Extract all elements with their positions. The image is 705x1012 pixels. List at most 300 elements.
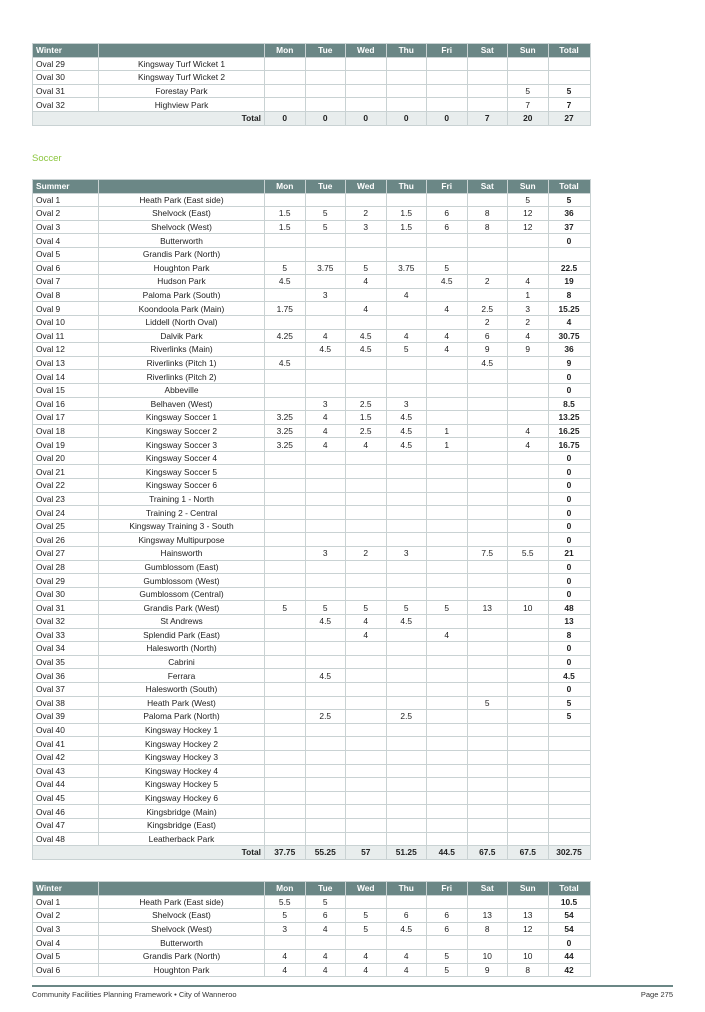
cell-value — [508, 397, 549, 411]
cell-total — [548, 832, 590, 846]
cell-value: 4 — [427, 329, 468, 343]
cell-venue: Gumblossom (Central) — [99, 587, 265, 601]
cell-value — [508, 682, 549, 696]
cell-value: 4.5 — [386, 615, 427, 629]
cell-value — [346, 832, 387, 846]
cell-value — [508, 737, 549, 751]
cell-oval: Oval 30 — [33, 587, 99, 601]
cell-value — [427, 356, 468, 370]
cell-value: 5 — [346, 909, 387, 923]
table-row — [33, 220, 591, 234]
cell-venue: Kingsway Hockey 4 — [99, 764, 265, 778]
cell-total: 36 — [548, 343, 590, 357]
cell-value — [386, 805, 427, 819]
cell-value: 3 — [305, 397, 346, 411]
cell-value: 5 — [305, 895, 346, 909]
cell-value — [386, 479, 427, 493]
table-row — [33, 302, 591, 316]
cell-value — [305, 247, 346, 261]
cell-oval: Oval 31 — [33, 601, 99, 615]
table-row — [33, 669, 591, 683]
cell-value: 5 — [265, 909, 306, 923]
cell-value — [467, 397, 508, 411]
cell-value — [265, 696, 306, 710]
cell-value: 4 — [386, 288, 427, 302]
cell-total — [548, 247, 590, 261]
table-row — [33, 778, 591, 792]
cell-oval: Oval 15 — [33, 383, 99, 397]
column-header-sun: Sun — [508, 882, 549, 896]
cell-value — [467, 288, 508, 302]
cell-value: 2 — [346, 547, 387, 561]
cell-value — [467, 57, 508, 71]
cell-value — [508, 533, 549, 547]
cell-venue: Grandis Park (West) — [99, 601, 265, 615]
cell-oval: Oval 47 — [33, 818, 99, 832]
cell-value — [265, 615, 306, 629]
cell-value: 1.5 — [265, 207, 306, 221]
column-header-wed: Wed — [346, 882, 387, 896]
column-header-sun: Sun — [508, 180, 549, 194]
cell-total: 0 — [548, 506, 590, 520]
cell-value — [467, 818, 508, 832]
total-label: Total — [33, 111, 265, 125]
cell-value: 5 — [305, 601, 346, 615]
cell-value — [265, 791, 306, 805]
total-value: 0 — [346, 111, 387, 125]
table-row — [33, 71, 591, 85]
winter-usage-table-top — [32, 43, 591, 126]
cell-value — [467, 628, 508, 642]
cell-venue: Shelvock (East) — [99, 909, 265, 923]
cell-value — [386, 587, 427, 601]
cell-value — [346, 383, 387, 397]
cell-oval: Oval 5 — [33, 949, 99, 963]
cell-value — [305, 370, 346, 384]
cell-value — [467, 193, 508, 207]
cell-oval: Oval 39 — [33, 710, 99, 724]
cell-oval: Oval 1 — [33, 895, 99, 909]
cell-value — [427, 193, 468, 207]
cell-venue: Highview Park — [99, 98, 265, 112]
cell-value — [427, 560, 468, 574]
cell-venue: Kingsway Hockey 6 — [99, 791, 265, 805]
cell-value — [346, 574, 387, 588]
cell-venue: Ferrara — [99, 669, 265, 683]
cell-oval: Oval 3 — [33, 922, 99, 936]
cell-value: 4.5 — [386, 411, 427, 425]
cell-oval: Oval 17 — [33, 411, 99, 425]
cell-value — [386, 519, 427, 533]
cell-value — [346, 234, 387, 248]
cell-value: 10 — [508, 601, 549, 615]
cell-value — [305, 275, 346, 289]
cell-value — [508, 642, 549, 656]
cell-value — [305, 818, 346, 832]
cell-value — [265, 750, 306, 764]
cell-value — [265, 710, 306, 724]
cell-value — [305, 696, 346, 710]
table-row — [33, 492, 591, 506]
cell-total: 54 — [548, 909, 590, 923]
cell-value: 2 — [346, 207, 387, 221]
cell-venue: Koondoola Park (Main) — [99, 302, 265, 316]
cell-oval: Oval 16 — [33, 397, 99, 411]
cell-value — [346, 642, 387, 656]
cell-oval: Oval 28 — [33, 560, 99, 574]
table-row — [33, 682, 591, 696]
cell-value — [508, 669, 549, 683]
table-row — [33, 587, 591, 601]
cell-value: 4 — [346, 628, 387, 642]
cell-value — [346, 84, 387, 98]
cell-value: 4 — [346, 438, 387, 452]
cell-oval: Oval 4 — [33, 234, 99, 248]
cell-value — [305, 57, 346, 71]
cell-value — [346, 492, 387, 506]
cell-value: 4 — [265, 963, 306, 977]
cell-total: 37 — [548, 220, 590, 234]
column-header-fri: Fri — [427, 180, 468, 194]
cell-value: 3.25 — [265, 424, 306, 438]
cell-value: 4 — [386, 963, 427, 977]
cell-value: 1 — [427, 438, 468, 452]
table-row — [33, 275, 591, 289]
cell-value — [467, 560, 508, 574]
cell-oval: Oval 6 — [33, 261, 99, 275]
cell-value — [346, 71, 387, 85]
cell-value — [427, 791, 468, 805]
cell-value: 12 — [508, 922, 549, 936]
table-row — [33, 479, 591, 493]
cell-total — [548, 818, 590, 832]
cell-venue: Belhaven (West) — [99, 397, 265, 411]
header-row — [33, 180, 591, 194]
cell-value — [467, 84, 508, 98]
table-row — [33, 628, 591, 642]
cell-value — [386, 315, 427, 329]
cell-value: 3 — [346, 220, 387, 234]
cell-value — [467, 574, 508, 588]
cell-value — [467, 234, 508, 248]
table-row — [33, 936, 591, 950]
cell-value: 5 — [305, 220, 346, 234]
cell-value — [427, 315, 468, 329]
cell-value — [305, 764, 346, 778]
column-header-fri: Fri — [427, 44, 468, 58]
cell-value: 4 — [508, 329, 549, 343]
total-label: Total — [33, 846, 265, 860]
cell-value: 4 — [305, 424, 346, 438]
cell-venue: Kingsway Multipurpose — [99, 533, 265, 547]
cell-value — [386, 302, 427, 316]
cell-value: 4 — [427, 343, 468, 357]
cell-value: 4 — [305, 329, 346, 343]
cell-value: 1.5 — [346, 411, 387, 425]
season-header: Winter — [33, 882, 99, 896]
table-row — [33, 615, 591, 629]
cell-value: 8 — [508, 963, 549, 977]
cell-value — [346, 451, 387, 465]
cell-total: 19 — [548, 275, 590, 289]
cell-value — [346, 764, 387, 778]
cell-value — [386, 383, 427, 397]
total-value: 55.25 — [305, 846, 346, 860]
total-value: 67.5 — [467, 846, 508, 860]
cell-venue: Splendid Park (East) — [99, 628, 265, 642]
cell-value — [386, 723, 427, 737]
cell-oval: Oval 19 — [33, 438, 99, 452]
cell-venue: Kingsbridge (East) — [99, 818, 265, 832]
cell-value — [346, 805, 387, 819]
cell-value — [467, 778, 508, 792]
total-value: 0 — [265, 111, 306, 125]
cell-value — [346, 506, 387, 520]
cell-value: 4 — [346, 302, 387, 316]
cell-value — [346, 370, 387, 384]
cell-oval: Oval 40 — [33, 723, 99, 737]
cell-value — [467, 737, 508, 751]
total-value: 67.5 — [508, 846, 549, 860]
cell-value — [467, 370, 508, 384]
cell-value — [467, 261, 508, 275]
cell-value — [427, 465, 468, 479]
cell-value — [265, 818, 306, 832]
cell-oval: Oval 18 — [33, 424, 99, 438]
table-row — [33, 519, 591, 533]
cell-value: 4 — [508, 275, 549, 289]
cell-total: 8.5 — [548, 397, 590, 411]
cell-venue: Kingsway Turf Wicket 1 — [99, 57, 265, 71]
cell-value — [427, 750, 468, 764]
column-header-tue: Tue — [305, 180, 346, 194]
cell-value — [265, 234, 306, 248]
cell-value — [508, 587, 549, 601]
cell-value: 4 — [427, 302, 468, 316]
cell-venue: Kingsway Soccer 5 — [99, 465, 265, 479]
cell-value — [346, 669, 387, 683]
cell-oval: Oval 45 — [33, 791, 99, 805]
cell-value — [265, 506, 306, 520]
cell-total: 8 — [548, 288, 590, 302]
cell-value — [508, 465, 549, 479]
cell-venue: Paloma Park (North) — [99, 710, 265, 724]
cell-value: 6 — [427, 909, 468, 923]
column-header-sat: Sat — [467, 44, 508, 58]
total-value: 20 — [508, 111, 549, 125]
cell-value: 2 — [508, 315, 549, 329]
cell-value — [467, 98, 508, 112]
cell-value: 13 — [467, 909, 508, 923]
table-row — [33, 764, 591, 778]
cell-oval: Oval 25 — [33, 519, 99, 533]
cell-value — [386, 574, 427, 588]
cell-value — [346, 710, 387, 724]
cell-total: 21 — [548, 547, 590, 561]
cell-value — [386, 560, 427, 574]
cell-venue: Leatherback Park — [99, 832, 265, 846]
cell-value — [508, 560, 549, 574]
cell-venue: Kingsway Soccer 1 — [99, 411, 265, 425]
table-row — [33, 234, 591, 248]
cell-value — [508, 383, 549, 397]
cell-value — [346, 519, 387, 533]
cell-venue: Liddell (North Oval) — [99, 315, 265, 329]
cell-value — [346, 723, 387, 737]
table-row — [33, 57, 591, 71]
cell-venue: Houghton Park — [99, 963, 265, 977]
cell-venue: Grandis Park (North) — [99, 949, 265, 963]
table-row — [33, 818, 591, 832]
cell-value — [467, 764, 508, 778]
cell-value — [386, 791, 427, 805]
cell-value — [508, 696, 549, 710]
cell-value — [346, 682, 387, 696]
cell-oval: Oval 9 — [33, 302, 99, 316]
table-row — [33, 895, 591, 909]
table-row — [33, 750, 591, 764]
cell-value — [305, 356, 346, 370]
cell-value: 5 — [467, 696, 508, 710]
cell-value — [427, 805, 468, 819]
cell-total: 13.25 — [548, 411, 590, 425]
cell-value — [265, 574, 306, 588]
cell-value: 4 — [305, 411, 346, 425]
cell-value — [386, 750, 427, 764]
cell-value — [305, 383, 346, 397]
cell-total: 0 — [548, 519, 590, 533]
total-value: 51.25 — [386, 846, 427, 860]
cell-value: 8 — [467, 207, 508, 221]
cell-value — [508, 764, 549, 778]
cell-value — [305, 642, 346, 656]
cell-value — [508, 247, 549, 261]
cell-total: 5 — [548, 193, 590, 207]
cell-value — [427, 696, 468, 710]
cell-value: 4 — [346, 615, 387, 629]
cell-value — [386, 193, 427, 207]
season-header: Summer — [33, 180, 99, 194]
cell-value — [386, 655, 427, 669]
cell-oval: Oval 33 — [33, 628, 99, 642]
cell-venue: Kingsway Training 3 - South — [99, 519, 265, 533]
cell-value — [386, 628, 427, 642]
cell-oval: Oval 32 — [33, 98, 99, 112]
cell-value — [467, 655, 508, 669]
cell-value — [508, 710, 549, 724]
cell-venue: Riverlinks (Pitch 1) — [99, 356, 265, 370]
cell-value: 7.5 — [467, 547, 508, 561]
cell-value: 5 — [386, 601, 427, 615]
cell-value — [467, 492, 508, 506]
cell-value — [427, 818, 468, 832]
table-row — [33, 723, 591, 737]
cell-value — [305, 84, 346, 98]
cell-value: 4.5 — [467, 356, 508, 370]
cell-value — [265, 764, 306, 778]
column-header-sun: Sun — [508, 44, 549, 58]
cell-value — [265, 492, 306, 506]
cell-value — [305, 628, 346, 642]
cell-oval: Oval 44 — [33, 778, 99, 792]
table-row — [33, 805, 591, 819]
table-row — [33, 465, 591, 479]
cell-value — [467, 710, 508, 724]
total-row — [33, 846, 591, 860]
venue-header — [99, 180, 265, 194]
cell-value — [386, 642, 427, 656]
column-header-thu: Thu — [386, 44, 427, 58]
cell-value: 3 — [386, 547, 427, 561]
cell-value — [305, 560, 346, 574]
cell-venue: Riverlinks (Pitch 2) — [99, 370, 265, 384]
cell-value: 4 — [265, 949, 306, 963]
cell-value — [467, 723, 508, 737]
cell-value: 5.5 — [265, 895, 306, 909]
cell-value — [508, 370, 549, 384]
cell-venue: Heath Park (East side) — [99, 193, 265, 207]
cell-oval: Oval 41 — [33, 737, 99, 751]
cell-value — [305, 234, 346, 248]
cell-value: 10 — [467, 949, 508, 963]
cell-total — [548, 791, 590, 805]
cell-value — [508, 574, 549, 588]
cell-total: 42 — [548, 963, 590, 977]
cell-value: 10 — [508, 949, 549, 963]
total-value: 0 — [427, 111, 468, 125]
cell-value — [265, 628, 306, 642]
cell-value: 5 — [508, 193, 549, 207]
cell-value: 6 — [427, 220, 468, 234]
cell-venue: Heath Park (East side) — [99, 895, 265, 909]
cell-oval: Oval 7 — [33, 275, 99, 289]
table-row — [33, 424, 591, 438]
table-row — [33, 438, 591, 452]
cell-value — [386, 247, 427, 261]
cell-value — [508, 805, 549, 819]
cell-total: 0 — [548, 560, 590, 574]
cell-value: 4 — [305, 963, 346, 977]
cell-value: 1 — [508, 288, 549, 302]
cell-value: 2.5 — [467, 302, 508, 316]
column-header-thu: Thu — [386, 882, 427, 896]
cell-value — [305, 574, 346, 588]
cell-value — [386, 492, 427, 506]
cell-value — [346, 696, 387, 710]
total-row — [33, 111, 591, 125]
header-row — [33, 882, 591, 896]
cell-value: 4.5 — [346, 329, 387, 343]
cell-value: 5 — [346, 922, 387, 936]
table-row — [33, 642, 591, 656]
cell-value — [508, 57, 549, 71]
cell-value — [427, 383, 468, 397]
cell-value — [265, 682, 306, 696]
cell-value — [467, 479, 508, 493]
cell-value — [427, 682, 468, 696]
column-header-total: Total — [548, 44, 590, 58]
cell-value — [427, 574, 468, 588]
cell-value — [386, 84, 427, 98]
cell-value: 2.5 — [305, 710, 346, 724]
cell-value — [386, 696, 427, 710]
cell-value — [346, 193, 387, 207]
cell-value — [508, 411, 549, 425]
cell-value — [346, 533, 387, 547]
cell-value — [265, 778, 306, 792]
cell-value — [386, 682, 427, 696]
cell-total — [548, 737, 590, 751]
